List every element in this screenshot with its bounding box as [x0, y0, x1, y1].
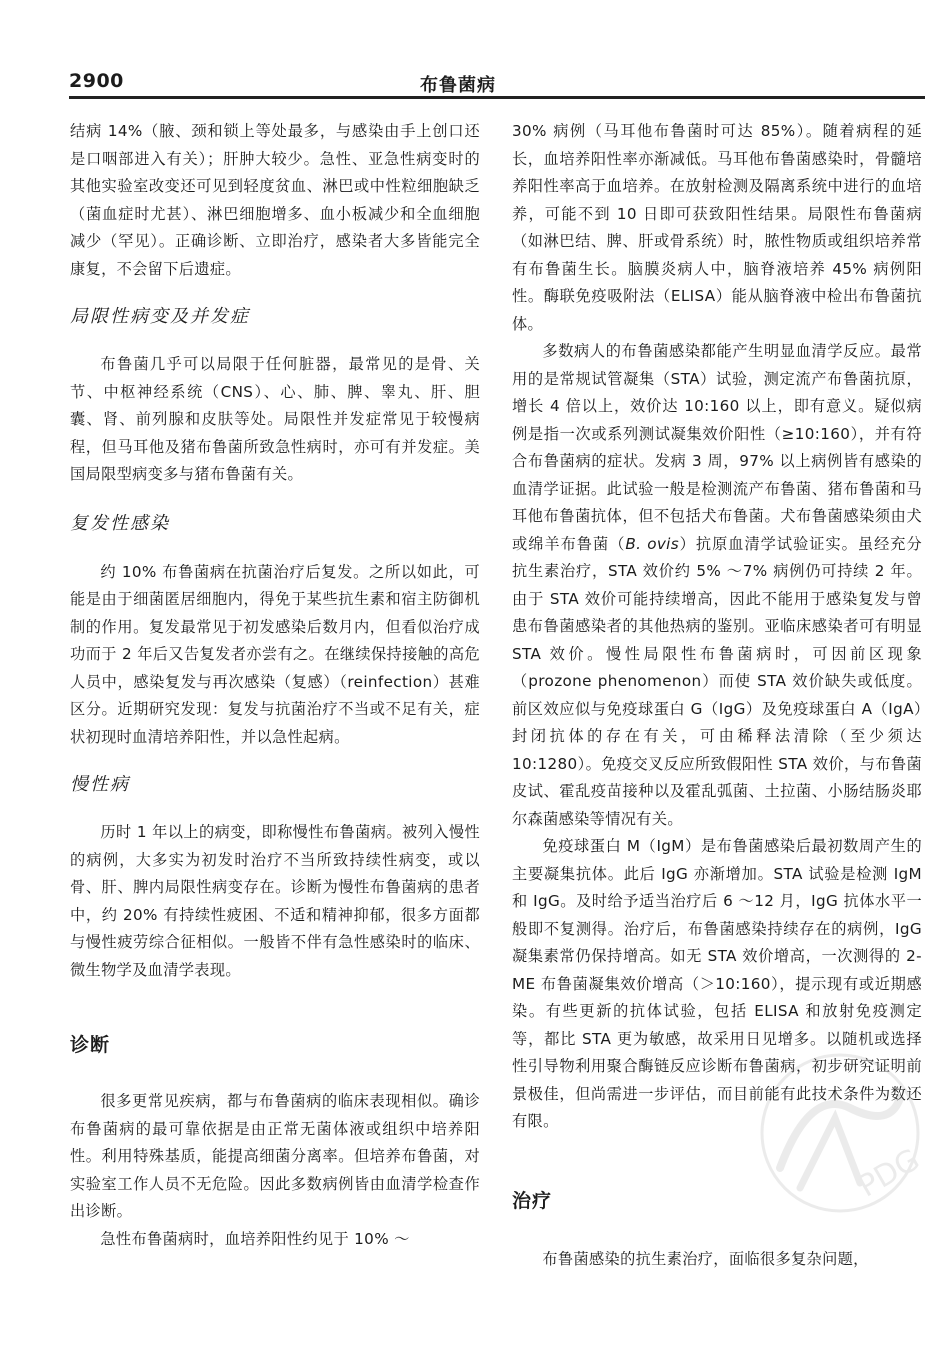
section-heading-localized: 局限性病变及并发症: [70, 306, 250, 327]
paragraph: [512, 338, 922, 833]
text-run: ）抗原血清学试验证实。虽经充分抗生素治疗，STA 效价约 5% ～7% 病例仍可持续 2 年。由于 STA 效价可能持续增高，因此不能用于感染复发与曾患布鲁菌感染者的其他热病的鉴别。亚临床感染者可有明显 STA 效价。慢性局限性布鲁菌病时，可因前区现象（prozone phenomenon）而使 STA 效价缺失或低度。前区效应似与免疫球蛋白 G（IgG）及免疫球蛋白 A（IgA）封闭抗体的存在有关，可由稀释法清除（至少须达 10:1280）。免疫交叉反应所致假阳性 STA 效价，与布鲁菌皮试、霍乱疫苗接种以及霍乱弧菌、土拉菌、小肠结肠炎耶尔森菌感染等情况有关。: [512, 534, 923, 828]
header-rule: [69, 96, 925, 99]
paragraph: 约 10% 布鲁菌病在抗菌治疗后复发。之所以如此，可能是由于细菌匿居细胞内，得免于某些抗生素和宿主防御机制的作用。复发最常见于初发感染后数月内，但看似治疗成功而于 2 年后又告复发者亦尝有之。在继续保持接触的高危人员中，感染复发与再次感染（复感）（reinfection）甚难区分。近期研究发现：复发与抗菌治疗不当或不足有关，症状初现时血清培养阳性，并以急性起病。: [70, 562, 480, 746]
paragraph: 30% 病例（马耳他布鲁菌时可达 85%）。随着病程的延长，血培养阳性率亦渐减低。马耳他布鲁菌感染时，骨髓培养阳性率高于血培养。在放射检测及隔离系统中进行的血培养，可能不到 10 日即可获致阳性结果。局限性布鲁菌病（如淋巴结、脾、肝或骨系统）时，脓性物质或组织培养常有布鲁菌生长。脑膜炎病人中，脑脊液培养 45% 病例阳性。酶联免疫吸附法（ELISA）能从脑脊液中检出布鲁菌抗体。: [512, 122, 922, 333]
paragraph: 结病 14%（腋、颈和锁上等处最多，与感染由手上创口还是口咽部进入有关）；肝肿大较少。急性、亚急性病变时的其他实验室改变还可见到轻度贫血、淋巴或中性粒细胞缺乏（菌血症时尤甚）、淋巴细胞增多、血小板减少和全血细胞减少（罕见）。正确诊断、立即治疗，感染者大多皆能完全康复，不会留下后遗症。: [70, 122, 480, 278]
text-run: 多数病人的布鲁菌感染都能产生明显血清学反应。最常用的是常规试管凝集（STA）试验，测定流产布鲁菌抗原，增长 4 倍以上，效价达 10:160 以上，即有意义。疑似病例是指一次或系列测试凝集效价阳性（≥10:160），并有符合布鲁菌病的症状。发病 3 周，97% 以上病例皆有感染的血清学证据。此试验一般是检测流产布鲁菌、猪布鲁菌和马耳他布鲁菌抗体，但不包括犬布鲁菌。犬布鲁菌感染须由犬或绵羊布鲁菌（: [512, 342, 922, 553]
running-title: 布鲁菌病: [420, 75, 496, 96]
paragraph: 很多更常见疾病，都与布鲁菌病的临床表现相似。确诊布鲁菌病的最可靠依据是由正常无菌体液或组织中培养阳性。利用特殊基质，能提高细菌分离率。但培养布鲁菌，对实验室工作人员不无危险。因此多数病例皆由血清学检查作出诊断。: [70, 1092, 480, 1220]
paragraph: 急性布鲁菌病时，血培养阳性约见于 10% ～: [100, 1229, 410, 1248]
paragraph: 布鲁菌几乎可以局限于任何脏器，最常见的是骨、关节、中枢神经系统（CNS）、心、肺、脾、睾丸、肝、胆囊、肾、前列腺和皮肤等处。局限性并发症常见于较慢病程，但马耳他及猪布鲁菌所致急性病时，亦可有并发症。美国局限型病变多与猪布鲁菌有关。: [70, 355, 480, 483]
left-column: [70, 118, 480, 1253]
section-heading-relapse: 复发性感染: [70, 512, 170, 534]
paragraph: 布鲁菌感染的抗生素治疗，面临很多复杂问题，: [542, 1249, 869, 1268]
section-heading-diagnosis: 诊断: [70, 1034, 111, 1056]
paragraph: 免疫球蛋白 M（IgM）是布鲁菌感染后最初数周产生的主要凝集抗体。此后 IgG 亦渐增加。STA 试验是检测 IgM 和 IgG。及时给予适当治疗后 6 ～12 月，IgG 抗体水平一般即不复测得。治疗后，布鲁菌感染持续存在的病例，IgG 凝集素常仍保持增高。如无 STA 效价增高，一次测得的 2-ME 布鲁菌凝集效价增高（＞10:160），提示现有或近期感染。有些更新的抗体试验，包括 ELISA 和放射免疫测定等，都比 STA 更为敏感，故采用日见增多。以随机或选择性引导物利用聚合酶链反应诊断布鲁菌病，初步研究证明前景极佳，但尚需进一步评估，而目前能有此技术条件为数还有限。: [512, 837, 922, 1130]
page-number: 2900: [69, 70, 124, 92]
section-heading-chronic: 慢性病: [70, 774, 130, 795]
watermark-text: PDG: [852, 1142, 926, 1205]
species-name: B. ovis: [625, 534, 680, 553]
watermark-logo: [740, 1048, 940, 1218]
section-heading-treatment: 治疗: [512, 1189, 553, 1212]
paragraph: 历时 1 年以上的病变，即称慢性布鲁菌病。被列入慢性的病例，大多实为初发时治疗不当所致持续性病变，或以骨、肝、脾内局限性病变存在。诊断为慢性布鲁菌病的患者中，约 20% 有持续性疲困、不适和精神抑郁，很多方面都与慢性疲劳综合征相似。一般皆不伴有急性感染时的临床、微生物学及血清学表现。: [70, 823, 480, 979]
